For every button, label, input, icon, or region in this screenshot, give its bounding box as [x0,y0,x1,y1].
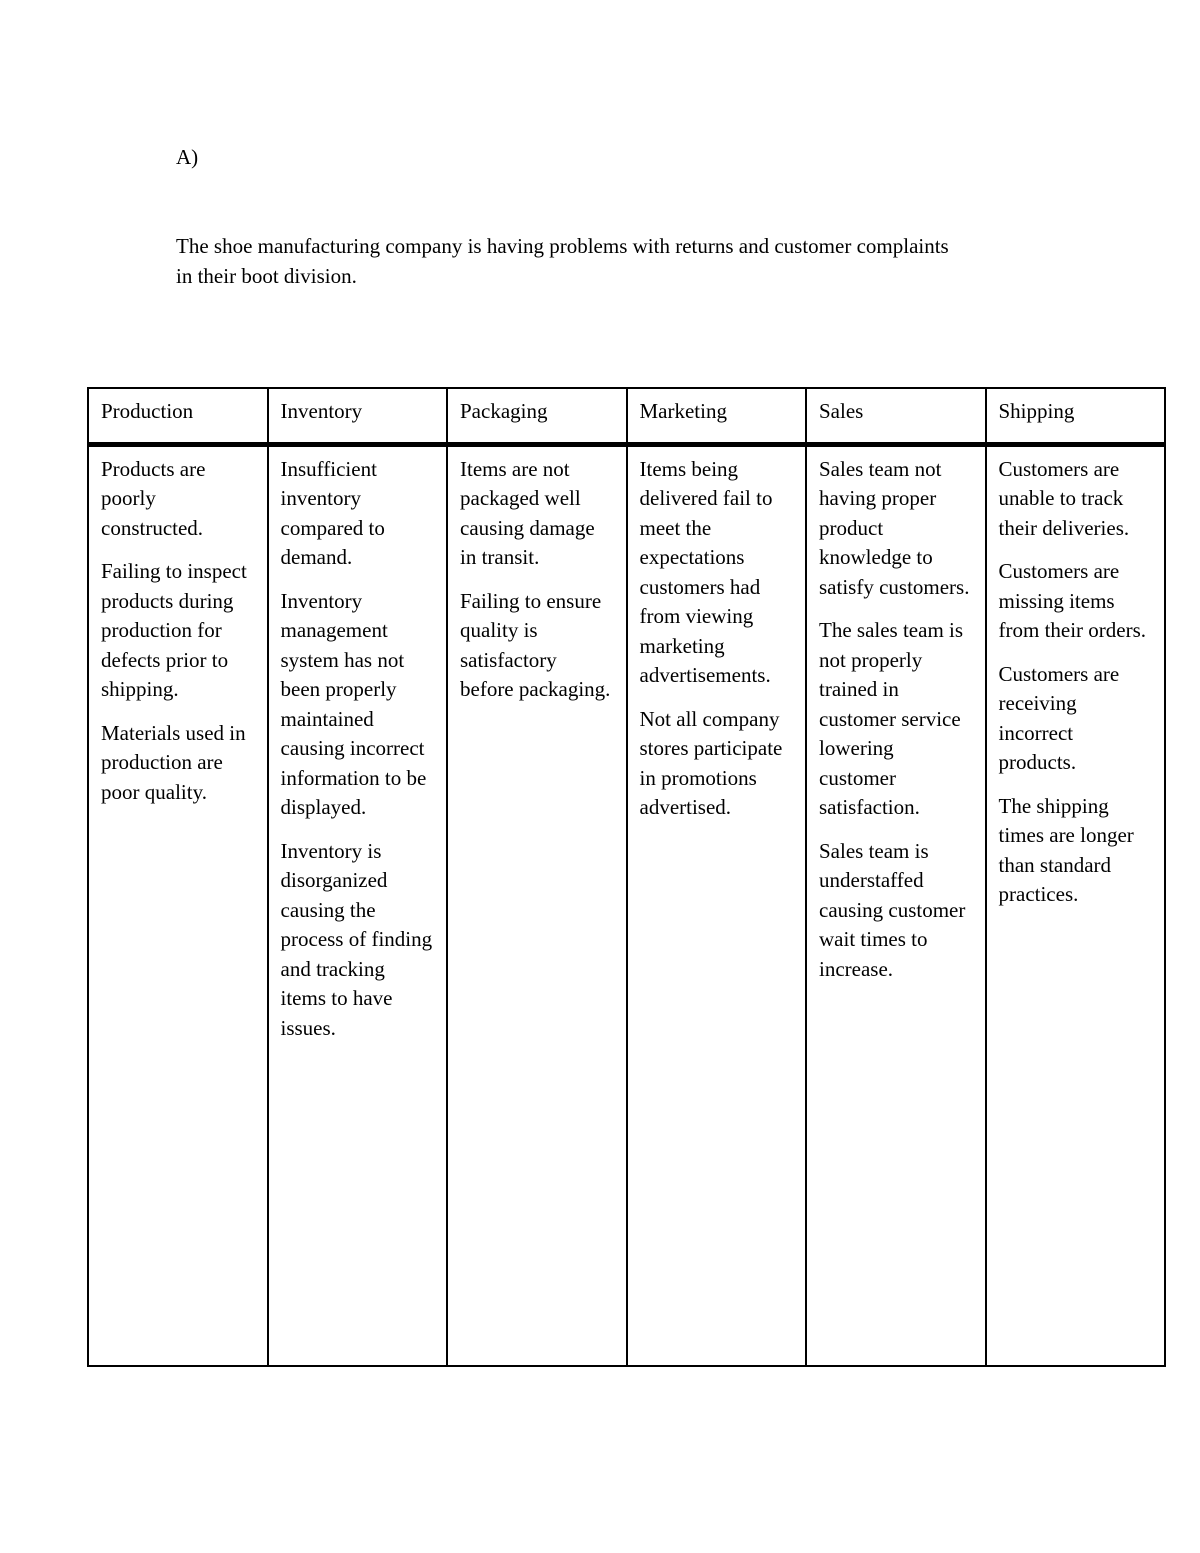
header-shipping: Shipping [986,388,1166,444]
cause-item: Failing to inspect products during production for defects prior to shipping. [101,559,247,701]
cause-item: Products are poorly constructed. [101,456,206,540]
problem-statement [176,231,1076,291]
section-label: A) [176,145,199,169]
cell-sales [806,444,986,1366]
cause-item: Items being delivered fail to meet the expectations customers had from viewing marketing advertisements. [639,456,773,687]
table-body-row [88,444,1165,1366]
cause-item: Not all company stores participate in promotions advertised. [639,706,783,819]
cause-item: Customers are receiving incorrect products. [998,661,1120,774]
cell-shipping [986,444,1166,1366]
cell-packaging [447,444,627,1366]
cause-item: Sales team not having proper product knowledge to satisfy customers. [819,456,970,599]
header-sales: Sales [806,388,986,444]
cause-item: Insufficient inventory compared to demand. [280,456,385,569]
header-inventory: Inventory [268,388,448,444]
problem-statement-line-2: in their boot division. [176,264,357,288]
cause-item: The shipping times are longer than standard practices. [998,793,1134,906]
cause-category-table [87,387,1166,1367]
header-marketing: Marketing [627,388,807,444]
table-header-row [88,388,1165,444]
cause-item: Customers are unable to track their deliveries. [998,456,1130,540]
cause-item: Customers are missing items from their orders. [998,559,1147,642]
header-production: Production [88,388,268,444]
cell-production [88,444,268,1366]
cause-item: Materials used in production are poor quality. [101,720,246,804]
cause-item: The sales team is not properly trained in customer service lowering customer satisfaction. [819,618,964,819]
header-packaging: Packaging [447,388,627,444]
cause-item: Failing to ensure quality is satisfactory before packaging. [460,588,611,701]
problem-statement-line-1: The shoe manufacturing company is having problems with returns and customer complaints [176,234,949,258]
cause-item: Sales team is understaffed causing customer wait times to increase. [819,838,966,981]
cell-inventory [268,444,448,1366]
cause-item: Inventory management system has not been properly maintained causing incorrect information to be displayed. [280,588,427,819]
cause-item: Items are not packaged well causing damage in transit. [460,456,595,569]
cause-item: Inventory is disorganized causing the process of finding and tracking items to have issues. [280,838,433,1040]
cell-marketing [627,444,807,1366]
